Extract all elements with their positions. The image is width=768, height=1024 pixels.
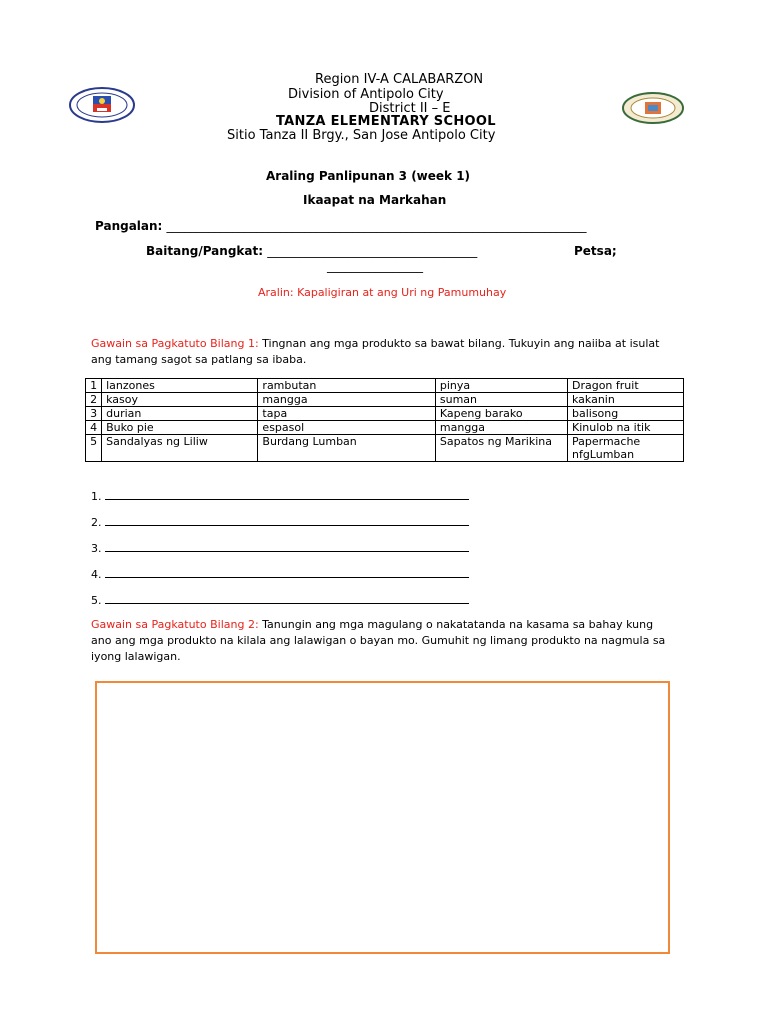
table-cell: Papermache nfgLumban <box>567 435 683 462</box>
products-table <box>85 378 684 462</box>
subject-title: Araling Panlipunan 3 (week 1) <box>266 169 471 183</box>
table-cell: Dragon fruit <box>567 379 683 393</box>
answer-blank[interactable] <box>105 594 469 604</box>
lesson-title: Aralin: Kapaligiran at ang Uri ng Pamumuhay <box>258 286 507 299</box>
grade-label: Baitang/Pangkat: <box>146 244 264 258</box>
table-cell: lanzones <box>102 379 258 393</box>
region-text: Region IV-A CALABARZON <box>315 72 484 87</box>
answer-line-4[interactable] <box>91 568 469 582</box>
grade-field[interactable] <box>146 244 477 258</box>
name-label: Pangalan: <box>95 219 163 233</box>
table-row <box>86 435 684 462</box>
answer-line-3[interactable] <box>91 542 469 556</box>
quarter-title: Ikaapat na Markahan <box>303 193 447 207</box>
answer-number: 1. <box>91 490 102 503</box>
division-text: Division of Antipolo City <box>288 87 444 102</box>
activity2-label: Gawain sa Pagkatuto Bilang 2: <box>91 618 259 631</box>
table-cell: kakanin <box>567 393 683 407</box>
activity2-text: Tanungin ang mga magulang o nakatatanda na kasama sa bahay kung ano ang mga produkto na kilala ang lalawigan o bayan mo. Gumuhit ng limang produkto na nagmula sa iyong lalawigan. <box>91 618 666 663</box>
drawing-box[interactable] <box>95 681 670 954</box>
row-number: 1 <box>86 379 102 393</box>
table-row <box>86 379 684 393</box>
deped-seal-logo <box>69 86 135 124</box>
answer-blank[interactable] <box>105 490 469 500</box>
name-blank: ______________________________________________________________________ <box>166 219 587 233</box>
table-cell: pinya <box>435 379 567 393</box>
table-cell: balisong <box>567 407 683 421</box>
date-blank[interactable]: ________________ <box>327 259 423 273</box>
table-cell: Burdang Lumban <box>258 435 435 462</box>
school-name: TANZA ELEMENTARY SCHOOL <box>276 114 496 129</box>
table-cell: tapa <box>258 407 435 421</box>
district-text: District II – E <box>369 101 451 116</box>
date-label: Petsa; <box>574 244 617 258</box>
school-seal-logo <box>622 92 684 124</box>
table-cell: mangga <box>258 393 435 407</box>
table-cell: Kinulob na itik <box>567 421 683 435</box>
table-cell: Sapatos ng Marikina <box>435 435 567 462</box>
school-address: Sitio Tanza II Brgy., San Jose Antipolo City <box>227 128 496 143</box>
activity1-text: Tingnan ang mga produkto sa bawat bilang. Tukuyin ang naiiba at isulat ang tamang sagot sa patlang sa ibaba. <box>91 337 660 366</box>
activity2-instructions <box>91 617 675 665</box>
name-field[interactable] <box>95 219 587 233</box>
table-cell: durian <box>102 407 258 421</box>
row-number: 2 <box>86 393 102 407</box>
row-number: 5 <box>86 435 102 462</box>
table-cell: kasoy <box>102 393 258 407</box>
answer-blank[interactable] <box>105 568 469 578</box>
table-cell: suman <box>435 393 567 407</box>
answer-line-1[interactable] <box>91 490 469 504</box>
row-number: 4 <box>86 421 102 435</box>
table-row <box>86 393 684 407</box>
table-cell: Kapeng barako <box>435 407 567 421</box>
table-row <box>86 407 684 421</box>
answer-line-2[interactable] <box>91 516 469 530</box>
table-cell: Buko pie <box>102 421 258 435</box>
table-cell: mangga <box>435 421 567 435</box>
answer-number: 2. <box>91 516 102 529</box>
row-number: 3 <box>86 407 102 421</box>
activity1-instructions <box>91 336 671 368</box>
answer-number: 3. <box>91 542 102 555</box>
activity1-label: Gawain sa Pagkatuto Bilang 1: <box>91 337 259 350</box>
answer-blank[interactable] <box>105 516 469 526</box>
answer-number: 4. <box>91 568 102 581</box>
answer-line-5[interactable] <box>91 594 469 608</box>
table-cell: rambutan <box>258 379 435 393</box>
answer-number: 5. <box>91 594 102 607</box>
table-cell: Sandalyas ng Liliw <box>102 435 258 462</box>
grade-blank: ___________________________________ <box>267 244 478 258</box>
answer-blank[interactable] <box>105 542 469 552</box>
table-cell: espasol <box>258 421 435 435</box>
table-row <box>86 421 684 435</box>
